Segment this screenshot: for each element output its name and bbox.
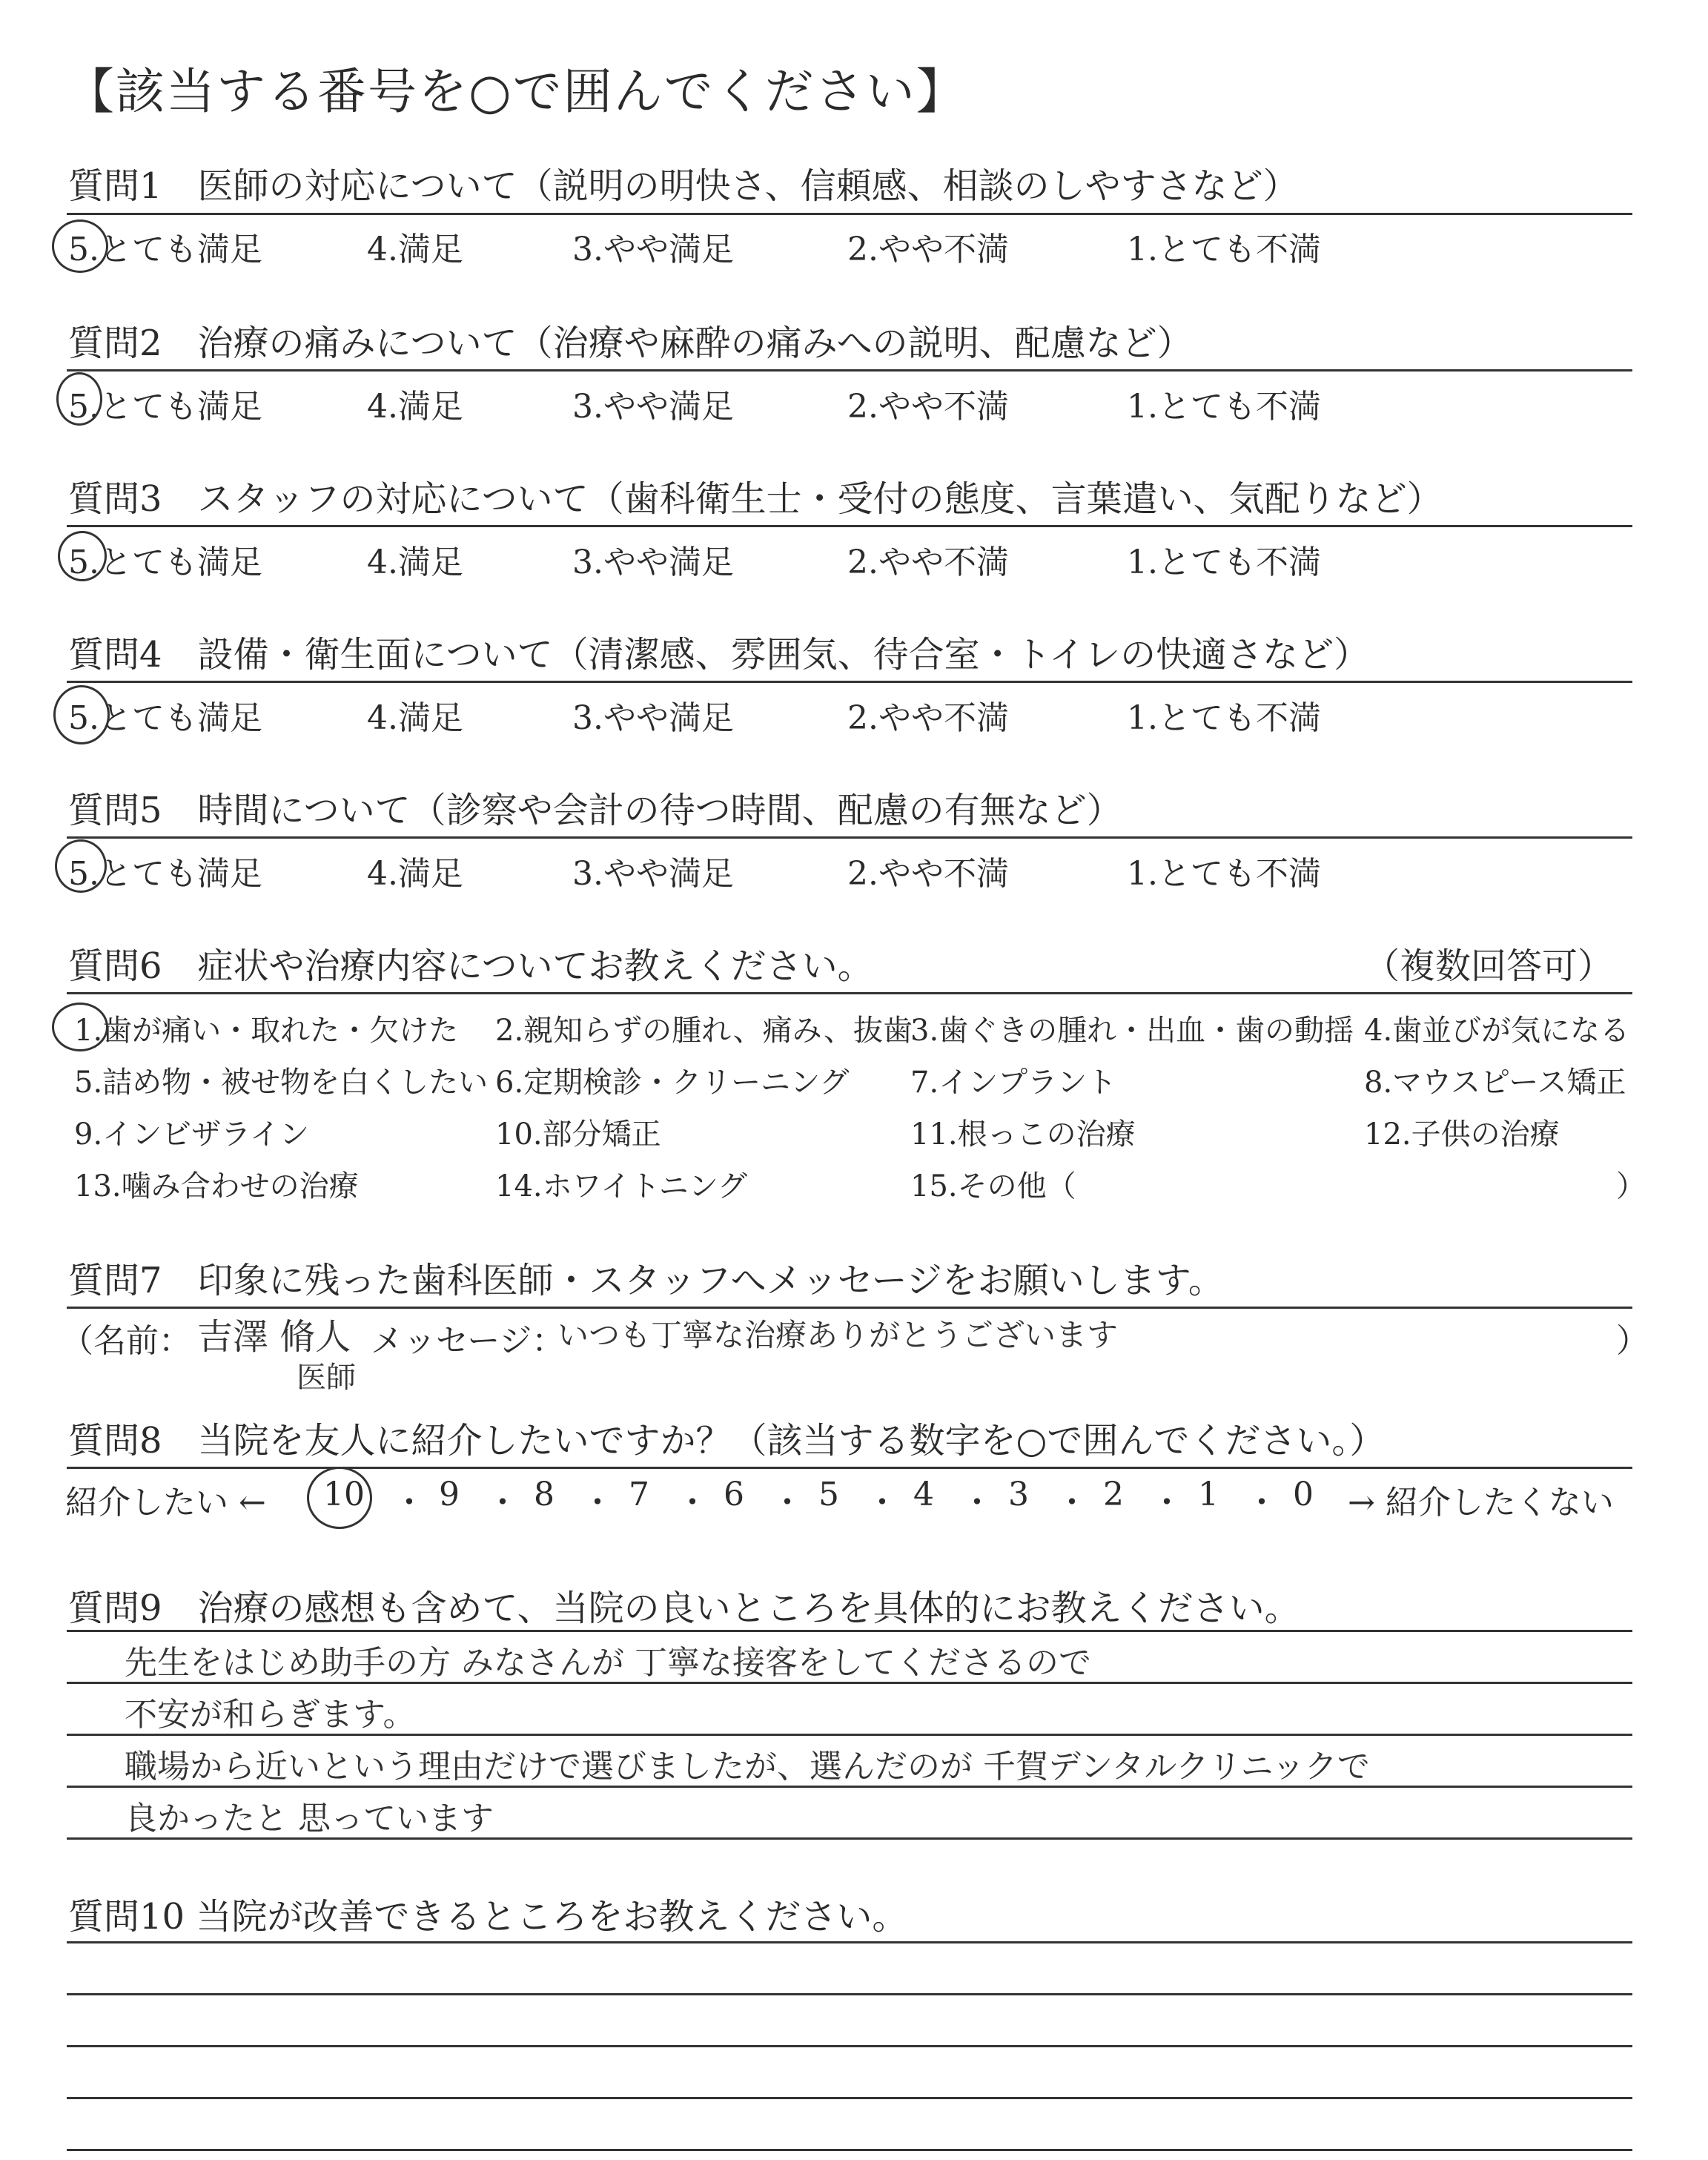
scale-10[interactable]: 10	[323, 1476, 365, 1513]
option-5[interactable]: 5.とても満足	[68, 855, 262, 893]
option-4[interactable]: 4.満足	[367, 388, 463, 426]
q6-option[interactable]: 13.噛み合わせの治療	[74, 1169, 359, 1203]
selection-circle	[58, 531, 107, 581]
divider	[67, 836, 1632, 839]
q6-option[interactable]: 10.部分矯正	[495, 1117, 661, 1152]
selection-circle	[52, 219, 108, 273]
question-title: 質問5 時間について（診察や会計の待つ時間、配慮の有無など）	[68, 790, 1122, 831]
answer-line[interactable]: 先生をはじめ助手の方 みなさんが 丁寧な接客をしてくださるので	[125, 1644, 1091, 1682]
role-handwritten: 医師	[297, 1361, 356, 1395]
answer-rule[interactable]	[67, 1941, 1632, 1943]
divider	[67, 213, 1632, 215]
selection-circle	[52, 1003, 108, 1051]
selection-circle	[53, 685, 110, 744]
recommend-right-label: → 紹介したくない	[1348, 1484, 1614, 1522]
recommend-left-label: 紹介したい ←	[65, 1484, 266, 1522]
selection-circle	[307, 1467, 372, 1529]
close-paren: ）	[1616, 1169, 1646, 1203]
question-title: 質問10 当院が改善できるところをお教えください。	[68, 1896, 908, 1938]
option-1[interactable]: 1.とても不満	[1127, 231, 1321, 268]
option-2[interactable]: 2.やや不満	[847, 388, 1009, 426]
option-3[interactable]: 3.やや満足	[572, 855, 734, 893]
option-3[interactable]: 3.やや満足	[572, 544, 734, 581]
answer-rule	[67, 1786, 1632, 1788]
scale-6[interactable]: 6	[724, 1476, 744, 1513]
question-title: 質問7 印象に残った歯科医師・スタッフへメッセージをお願いします。	[68, 1260, 1224, 1301]
option-3[interactable]: 3.やや満足	[572, 388, 734, 426]
option-4[interactable]: 4.満足	[367, 855, 463, 893]
option-2[interactable]: 2.やや不満	[847, 231, 1009, 268]
answer-rule[interactable]	[67, 2097, 1632, 2099]
answer-rule	[67, 1682, 1632, 1684]
option-1[interactable]: 1.とても不満	[1127, 544, 1321, 581]
scale-dot: ・	[1056, 1484, 1088, 1522]
q6-option[interactable]: 14.ホワイトニング	[495, 1169, 748, 1203]
q6-option[interactable]: 15.その他（	[910, 1169, 1076, 1203]
name-handwritten[interactable]: 吉澤 脩人	[197, 1316, 351, 1358]
divider	[67, 525, 1632, 527]
q6-option[interactable]: 1.歯が痛い・取れた・欠けた	[74, 1014, 459, 1048]
q6-option[interactable]: 6.定期検診・クリーニング	[495, 1066, 850, 1100]
multiple-answers-note: （複数回答可）	[1364, 945, 1614, 987]
form-heading: 【該当する番号を○で囲んでください】	[65, 63, 967, 120]
divider	[67, 369, 1632, 371]
option-2[interactable]: 2.やや不満	[847, 855, 1009, 893]
scale-8[interactable]: 8	[534, 1476, 555, 1513]
question-title: 質問8 当院を友人に紹介したいですか？（該当する数字を○で囲んでください。）	[68, 1420, 1386, 1462]
divider	[67, 992, 1632, 994]
scale-1[interactable]: 1	[1198, 1476, 1219, 1513]
answer-line[interactable]: 職場から近いという理由だけで選びましたが、選んだのが 千賀デンタルクリニックで	[125, 1748, 1370, 1786]
scale-dot: ・	[866, 1484, 898, 1522]
option-4[interactable]: 4.満足	[367, 231, 463, 268]
option-3[interactable]: 3.やや満足	[572, 231, 734, 268]
message-handwritten[interactable]: いつも丁寧な治療ありがとうございます	[557, 1317, 1119, 1353]
scale-7[interactable]: 7	[629, 1476, 649, 1513]
q6-option[interactable]: 4.歯並びが気になる	[1364, 1014, 1630, 1048]
option-1[interactable]: 1.とても不満	[1127, 855, 1321, 893]
scale-5[interactable]: 5	[818, 1476, 839, 1513]
name-label: （名前：	[61, 1322, 191, 1360]
question-title: 質問4 設備・衛生面について（清潔感、雰囲気、待合室・トイレの快適さなど）	[68, 634, 1370, 676]
q6-option[interactable]: 2.親知らずの腫れ、痛み、抜歯	[495, 1014, 913, 1048]
divider	[67, 1630, 1632, 1632]
option-5[interactable]: 5.とても満足	[68, 231, 262, 268]
option-1[interactable]: 1.とても不満	[1127, 699, 1321, 737]
selection-circle	[55, 839, 107, 893]
q6-option[interactable]: 12.子供の治療	[1364, 1117, 1560, 1152]
q6-option[interactable]: 7.インプラント	[910, 1066, 1117, 1100]
option-2[interactable]: 2.やや不満	[847, 544, 1009, 581]
selection-circle	[56, 372, 102, 426]
scale-9[interactable]: 9	[439, 1476, 460, 1513]
scale-dot: ・	[393, 1484, 426, 1522]
option-4[interactable]: 4.満足	[367, 544, 463, 581]
question-title: 質問9 治療の感想も含めて、当院の良いところを具体的にお教えください。	[68, 1588, 1300, 1629]
scale-dot: ・	[1151, 1484, 1183, 1522]
q6-option[interactable]: 11.根っこの治療	[910, 1117, 1136, 1152]
question-title: 質問3 スタッフの対応について（歯科衛生士・受付の態度、言葉遣い、気配りなど）	[68, 478, 1443, 520]
scale-dot: ・	[961, 1484, 993, 1522]
q6-option[interactable]: 5.詰め物・被せ物を白くしたい	[74, 1066, 489, 1100]
scale-dot: ・	[581, 1484, 614, 1522]
option-3[interactable]: 3.やや満足	[572, 699, 734, 737]
close-paren: ）	[1616, 1322, 1649, 1360]
answer-rule[interactable]	[67, 2149, 1632, 2151]
answer-rule[interactable]	[67, 2045, 1632, 2047]
q6-option[interactable]: 3.歯ぐきの腫れ・出血・歯の動揺	[910, 1014, 1354, 1048]
option-2[interactable]: 2.やや不満	[847, 699, 1009, 737]
option-5[interactable]: 5.とても満足	[68, 699, 262, 737]
option-5[interactable]: 5.とても満足	[68, 544, 262, 581]
scale-0[interactable]: 0	[1293, 1476, 1314, 1513]
scale-dot: ・	[771, 1484, 804, 1522]
option-4[interactable]: 4.満足	[367, 699, 463, 737]
scale-dot: ・	[676, 1484, 709, 1522]
q6-option[interactable]: 8.マウスピース矯正	[1364, 1066, 1626, 1100]
answer-line[interactable]: 良かったと 思っています	[125, 1800, 494, 1837]
question-title: 質問6 症状や治療内容についてお教えください。	[68, 945, 873, 987]
option-5[interactable]: 5.とても満足	[68, 388, 262, 426]
scale-dot: ・	[486, 1484, 519, 1522]
divider	[67, 1467, 1632, 1469]
scale-3[interactable]: 3	[1008, 1476, 1029, 1513]
answer-rule	[67, 1734, 1632, 1736]
scale-4[interactable]: 4	[913, 1476, 934, 1513]
divider	[67, 681, 1632, 683]
answer-rule	[67, 1837, 1632, 1840]
q6-option[interactable]: 9.インビザライン	[74, 1117, 309, 1152]
question-title: 質問1 医師の対応について（説明の明快さ、信頼感、相談のしやすさなど）	[68, 165, 1299, 207]
answer-line[interactable]: 不安が和らぎます。	[125, 1696, 416, 1734]
answer-rule[interactable]	[67, 1993, 1632, 1995]
scale-dot: ・	[1245, 1484, 1278, 1522]
message-label: メッセージ：	[371, 1322, 565, 1360]
scale-2[interactable]: 2	[1103, 1476, 1124, 1513]
question-title: 質問2 治療の痛みについて（治療や麻酔の痛みへの説明、配慮など）	[68, 323, 1193, 364]
option-1[interactable]: 1.とても不満	[1127, 388, 1321, 426]
